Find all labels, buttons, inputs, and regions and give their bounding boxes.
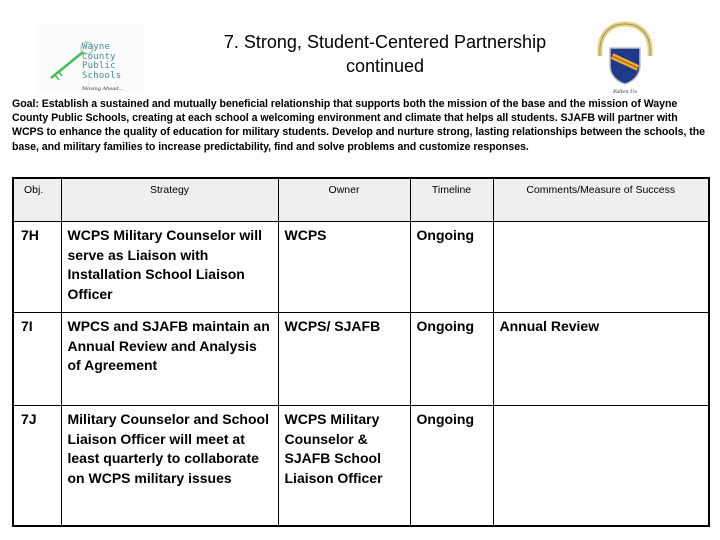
cell-obj: 7H bbox=[13, 222, 61, 313]
cell-comments bbox=[493, 406, 709, 527]
column-header-obj: Obj. bbox=[13, 178, 61, 222]
column-header-strategy: Strategy bbox=[61, 178, 278, 222]
cell-timeline: Ongoing bbox=[410, 222, 493, 313]
page-title bbox=[170, 30, 600, 78]
cell-strategy: Military Counselor and School Liaison Officer will meet at least quarterly to collaborate on WCPS military issues bbox=[61, 406, 278, 527]
table-row bbox=[13, 313, 709, 406]
crest-motto: Fallen Us bbox=[613, 89, 637, 95]
cell-owner: WCPS/ SJAFB bbox=[278, 313, 410, 406]
wing-crest-icon bbox=[592, 20, 658, 96]
table-header-row bbox=[13, 178, 709, 222]
cell-obj: 7J bbox=[13, 406, 61, 527]
cell-comments bbox=[493, 222, 709, 313]
column-header-timeline: Timeline bbox=[410, 178, 493, 222]
wcps-logo bbox=[37, 24, 143, 92]
table-row bbox=[13, 406, 709, 527]
cell-timeline: Ongoing bbox=[410, 406, 493, 527]
cell-strategy: WCPS Military Counselor will serve as Liaison with Installation School Liaison Officer bbox=[61, 222, 278, 313]
wcps-logo-text: Wayne County Public Schools bbox=[82, 42, 122, 81]
strategy-table bbox=[12, 177, 710, 527]
cell-timeline: Ongoing bbox=[410, 313, 493, 406]
cell-strategy: WPCS and SJAFB maintain an Annual Review and Analysis of Agreement bbox=[61, 313, 278, 406]
column-header-owner: Owner bbox=[278, 178, 410, 222]
table-row bbox=[13, 222, 709, 313]
wcps-logo-tagline: Moving Ahead... bbox=[82, 86, 124, 92]
column-header-comments: Comments/Measure of Success bbox=[493, 178, 709, 222]
cell-owner: WCPS bbox=[278, 222, 410, 313]
cell-comments: Annual Review bbox=[493, 313, 709, 406]
title-line-1: 7. Strong, Student-Centered Partnership bbox=[223, 32, 547, 52]
cell-owner: WCPS Military Counselor & SJAFB School Liaison Officer bbox=[278, 406, 410, 527]
goal-statement: Goal: Establish a sustained and mutually beneficial relationship that supports both the mission of the base and the mission of Wayne County Public Schools, creating at each school a welcoming environment and climate that helps all students. SJAFB will partner with WCPS to enhance the quality of education for military students. Develop and nurture strong, lasting relationships between the schools, the base, and military families to increase predictability, find and solve problems and customize responses. bbox=[12, 98, 705, 153]
title-line-2: continued bbox=[345, 56, 425, 76]
cell-obj: 7I bbox=[13, 313, 61, 406]
